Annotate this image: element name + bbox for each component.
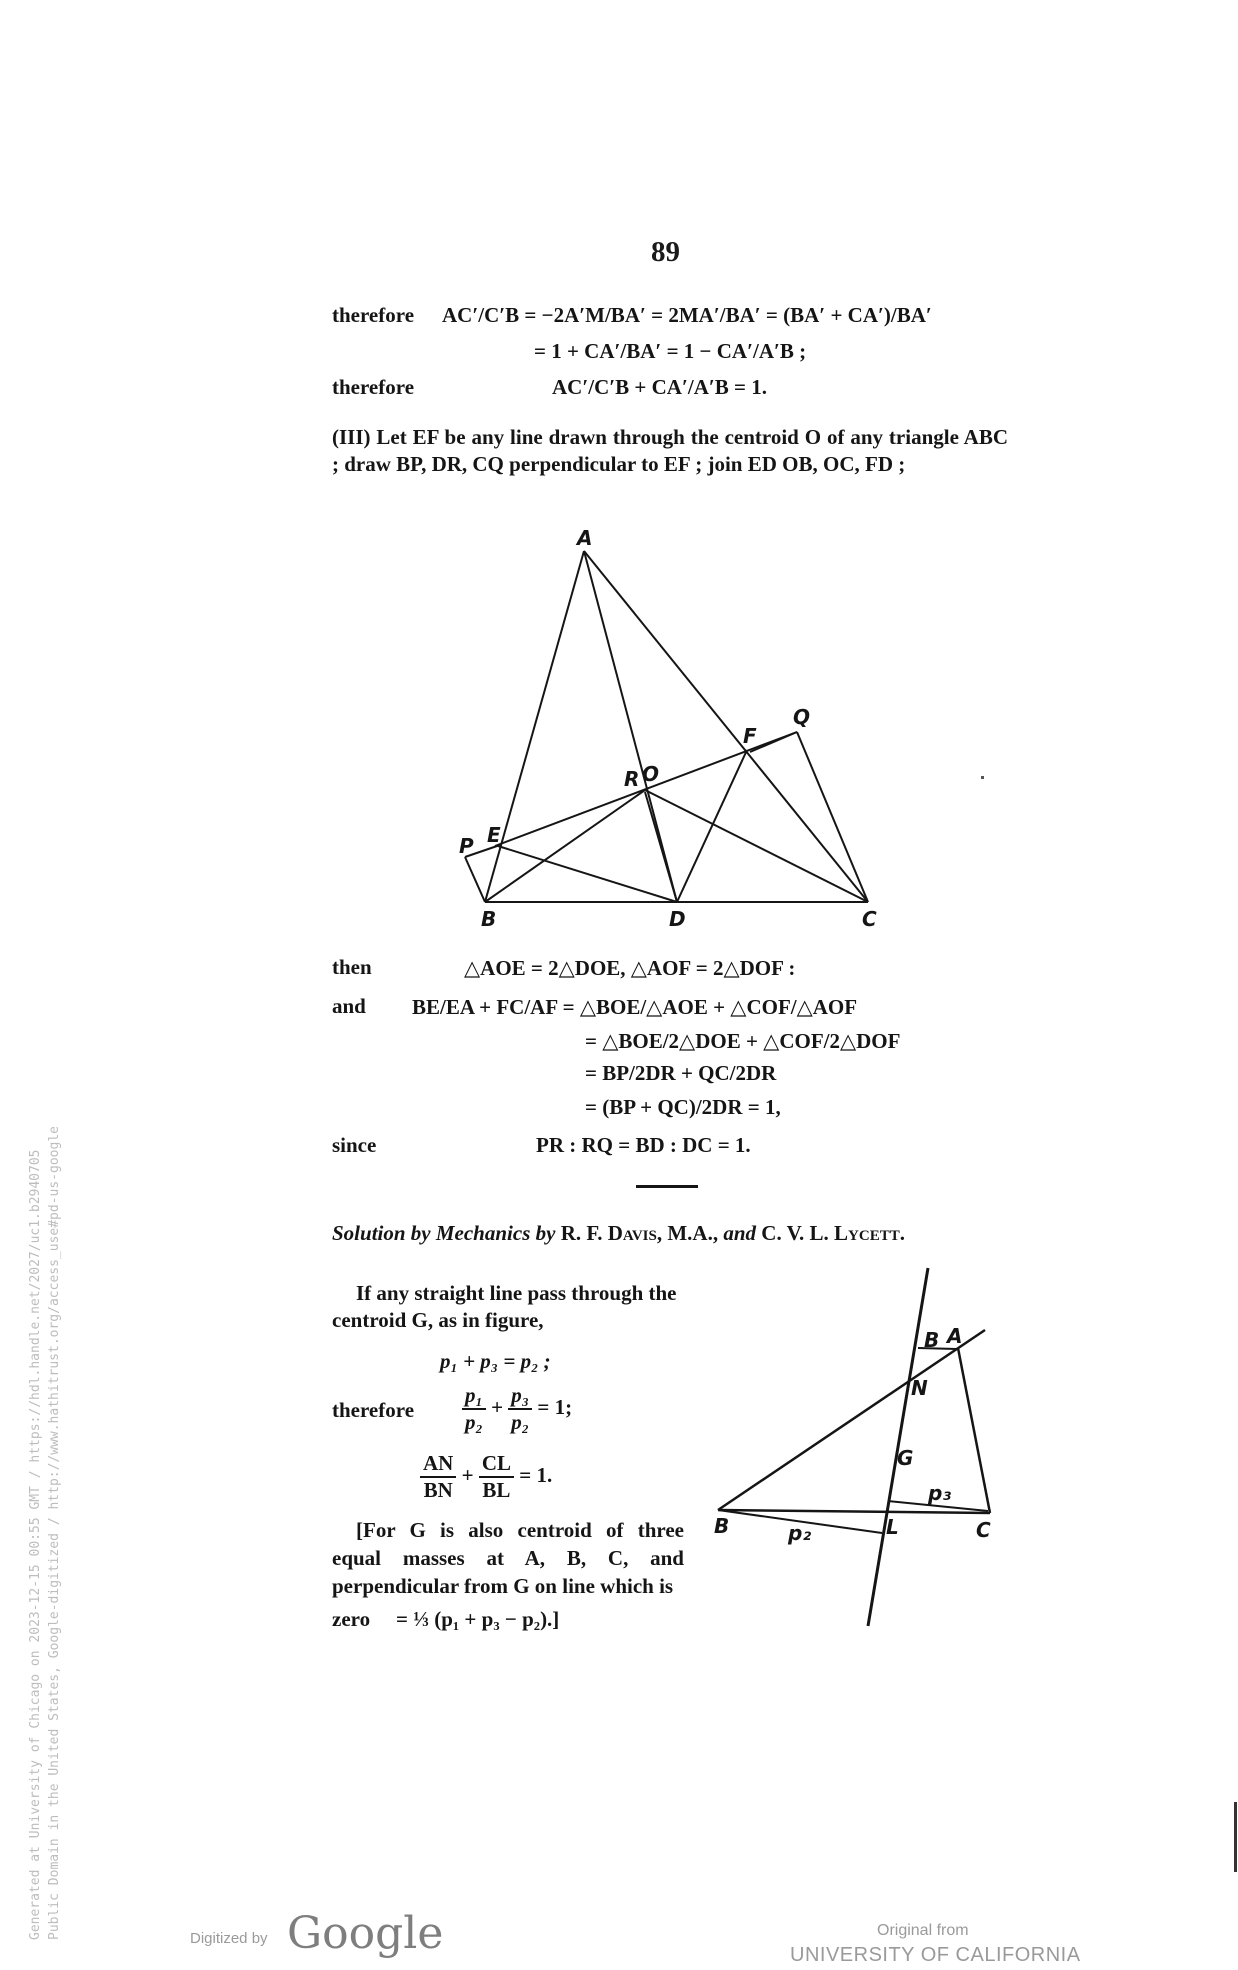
bracket-note: [For G is also centroid of three equal masses at A, B, C, and perpendicular from G on line which is <box>332 1518 684 1598</box>
line-ab <box>485 551 584 902</box>
since-equation: PR : RQ = BD : DC = 1. <box>536 1133 751 1157</box>
fig1-label-b: B <box>481 907 497 931</box>
median-ad <box>584 551 677 902</box>
and-equation-3: = BP/2DR + QC/2DR <box>585 1061 777 1085</box>
original-from-text: Original from <box>877 1922 969 1939</box>
fig2-label-b: B <box>714 1514 730 1538</box>
fraction-p3-p2 <box>508 1383 532 1435</box>
side-stamp-line2: Public Domain in the United States, Google-digitized / http://www.hathitrust.org/access_use#pd-us-google <box>47 1126 62 1940</box>
perp-cq <box>797 732 868 902</box>
line-ac <box>958 1348 990 1513</box>
side-stamp <box>26 1126 64 1940</box>
triangle-figure-2 <box>700 1255 1010 1635</box>
zero-label: zero <box>332 1607 371 1631</box>
fig2-label-a: A <box>947 1324 963 1348</box>
and-equation-2: = △BOE/2△DOE + △COF/2△DOF <box>585 1029 901 1053</box>
fraction-p3-numerator: p₃ <box>508 1383 532 1410</box>
therefore-label-1: therefore <box>332 303 415 327</box>
line-oc <box>645 790 868 902</box>
line-bc <box>718 1510 990 1513</box>
and-equation-4: = (BP + QC)/2DR = 1, <box>585 1095 781 1119</box>
equation-tail-2: = 1. <box>519 1462 553 1487</box>
mechanics-therefore-label: therefore <box>332 1398 415 1422</box>
digitized-by-text: Digitized by <box>190 1930 268 1947</box>
fig1-label-o: O <box>642 762 660 786</box>
fig2-label-p2: p₂ <box>788 1521 812 1545</box>
fig2-label-l: L <box>886 1515 899 1539</box>
university-text: UNIVERSITY OF CALIFORNIA <box>790 1944 1081 1966</box>
fraction-cl-numerator: CL <box>479 1451 514 1478</box>
line-ef <box>495 732 797 846</box>
fig2-label-p3: p₃ <box>928 1481 952 1505</box>
fig1-label-c: C <box>862 907 877 931</box>
part3-paragraph: (III) Let EF be any line drawn through the centroid O of any triangle ABC ; draw BP, DR, CQ perpendicular to EF ; join ED OB, OC, FD ; <box>332 425 1008 476</box>
equation-tail-1: = 1; <box>537 1394 573 1419</box>
fig1-label-d: D <box>669 907 686 931</box>
zero-equation: = ⅓ (p₁ + p₃ − p₂).] <box>396 1607 560 1631</box>
then-label: then <box>332 955 372 979</box>
solution-prefix: Solution by Mechanics by <box>332 1221 556 1245</box>
equation-1: AC′/C′B = −2A′M/BA′ = 2MA′/BA′ = (BA′ + CA′)/BA′ <box>442 303 932 327</box>
fig2-label-c: C <box>976 1518 991 1542</box>
fig2-label-g: G <box>897 1446 914 1470</box>
perp-bp <box>465 857 485 902</box>
side-stamp-line1: Generated at University of Chicago on 2023-12-15 00:55 GMT / https://hdl.handle.net/2027/uc1.b2940705 <box>28 1149 43 1940</box>
mechanics-equation-p: p₁ + p₃ = p₂ ; <box>440 1349 551 1373</box>
solution-author-2: C. V. L. Lycett. <box>761 1221 905 1245</box>
solution-heading <box>332 1221 905 1246</box>
page-number: 89 <box>651 236 680 268</box>
fig1-label-a: A <box>577 526 593 550</box>
fraction-p3-denominator: p₂ <box>511 1410 530 1434</box>
then-equation: △AOE = 2△DOE, △AOF = 2△DOF : <box>464 956 796 980</box>
fig1-label-f: F <box>743 724 757 748</box>
mechanics-intro: If any straight line pass through the centroid G, as in figure, <box>332 1281 677 1332</box>
fig1-label-p: P <box>459 834 474 858</box>
and-label: and <box>332 994 366 1018</box>
fig1-label-q: Q <box>793 705 811 729</box>
equation-3: AC′/C′B + CA′/A′B = 1. <box>552 375 767 399</box>
fraction-an-numerator: AN <box>420 1451 456 1478</box>
plus-sign-2: + <box>461 1462 474 1487</box>
since-label: since <box>332 1133 377 1157</box>
solution-and: and <box>723 1221 757 1245</box>
equation-2: = 1 + CA′/BA′ = 1 − CA′/A′B ; <box>534 339 807 363</box>
page-edge-mark <box>1234 1802 1237 1872</box>
google-logo: Google <box>287 1908 444 1959</box>
stray-dot <box>981 776 984 779</box>
and-equation-1: BE/EA + FC/AF = △BOE/△AOE + △COF/△AOF <box>412 995 858 1019</box>
therefore-label-2: therefore <box>332 375 415 399</box>
fraction-p1-numerator: p₁ <box>462 1383 486 1410</box>
plus-sign-1: + <box>491 1394 504 1419</box>
fraction-equation-2 <box>420 1451 552 1503</box>
solution-degree: , M.A., <box>656 1221 719 1245</box>
fraction-equation-1 <box>462 1383 572 1435</box>
fig2-label-n: N <box>911 1376 928 1400</box>
fraction-cl-bl <box>479 1451 514 1503</box>
fig1-label-e: E <box>487 823 501 847</box>
fraction-p1-denominator: p₂ <box>465 1410 483 1434</box>
fraction-bn-denominator: BN <box>423 1478 453 1502</box>
perp-dr <box>645 792 677 902</box>
fraction-p1-p2 <box>462 1383 486 1435</box>
fraction-an-bn <box>420 1451 456 1503</box>
section-divider <box>636 1185 698 1188</box>
fraction-bl-denominator: BL <box>482 1478 511 1502</box>
line-ac <box>584 551 868 902</box>
solution-author-1: R. F. Davis <box>560 1221 657 1245</box>
line-f-q <box>750 732 797 752</box>
triangle-figure-1 <box>440 512 920 932</box>
fig2-label-b-top: B <box>924 1328 940 1352</box>
fig1-label-r: R <box>624 767 640 791</box>
